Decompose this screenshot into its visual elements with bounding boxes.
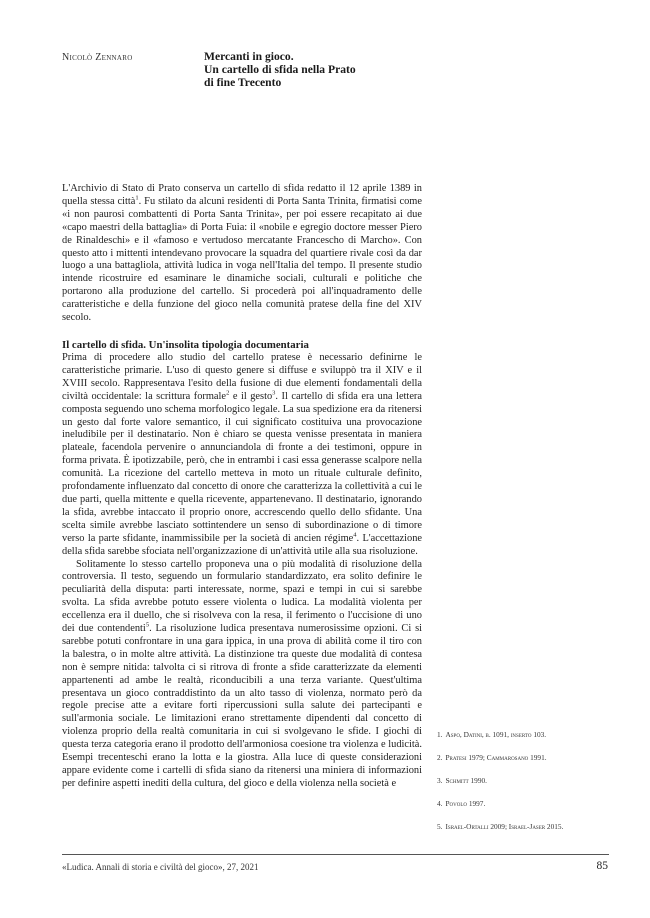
paragraph-text: Solitamente lo stesso cartello proponeva una o più modalità di risoluzione della controversia. Il testo, seguendo un formulario standardizzato, era solito definire le peculiarità della disputa: parti interessate, norme, spazi e tempi in cui si sarebbe svolta. La sfida avrebbe potuto essere violenta o ludica. La modalità violenta per eccellenza era il duello, che si risolveva con la resa, il ferimento o l'uccisione di uno dei due contendenti xyxy=(62,558,422,635)
intro-text-1: L'Archivio di Stato di Prato conserva un cartello di sfida redatto il 12 aprile 1389 in quella stessa città xyxy=(62,183,422,207)
footnote-3 xyxy=(437,776,487,785)
page-number: 85 xyxy=(596,860,608,872)
footnote-number: 5. xyxy=(437,822,443,831)
footnote-ref-4[interactable]: 4 xyxy=(353,531,357,539)
footnote-number: 3. xyxy=(437,776,443,785)
title-line-1: Mercanti in gioco. xyxy=(204,50,294,63)
section-paragraph-1 xyxy=(62,352,422,559)
paragraph-text: . La risoluzione ludica presentava numerosissime opzioni. Ci si sarebbe potuti confrontare in una gara ippica, in una prova di abilità come il tiro con la balestra, o in molte altre attività. La distinzione tra queste due modalità di contesa non è sempre nitida: talvolta ci si ritrova di fronte a sfide caratterizzate da elementi appartenenti ad ambe le realtà, riconducibili a una terza variante. Quest'ultima presentava un gioco contraddistinto da un alto tasso di violenza, normato però da regole precise atte a evitare forti ripercussioni sulla salute dei partecipanti e sull'armonia sociale. Le limitazioni erano strettamente dipendenti dal concetto di violenza proprio della realtà comunitaria in cui si svolgevano le sfide. I giochi di questa terza categoria erano il prodotto dell'armoniosa coesione tra violenza e ludicità. Esempi trecenteschi erano la lotta e la giostra. Alla luce di queste considerazioni appare evidente come i cartelli di sfida siano da ritenersi una miniera di informazioni per definire aspetti inediti della cultura, del gioco e della violenza nella società e xyxy=(62,623,422,789)
footnote-4 xyxy=(437,799,485,808)
footnote-1 xyxy=(437,730,546,739)
intro-text-2: . Fu stilato da alcuni residenti di Porta Santa Trinita, firmatisi come «i non paurosi combattenti di Porta Santa Trinita», per poi essere recapitato ai due «capo maestri della battaglia» di Porta Fuia: il «nobile e egregio doctore messer Piero de Rinaldeschi» e il «famoso e vertudoso mercatante Francescho di Marcho». Con questo atto i mittenti intendevano provocare la squadra del quartiere rivale così da dar luogo a una battagliola, attività ludica in voga nell'Italia del tempo. Il presente studio intende ricostruire ed esaminare le dinamiche sociali, culturali e politiche che portarono alla produzione del cartello. Si procederà poi all'inquadramento delle caratteristiche e della funzione del gioco nella comunità pratese della fine del XIV secolo. xyxy=(62,195,422,324)
footnote-ref-5[interactable]: 5 xyxy=(145,621,150,629)
article-title xyxy=(204,50,434,89)
footnote-number: 4. xyxy=(437,799,443,808)
title-line-2: Un cartello di sfida nella Prato xyxy=(204,63,356,76)
footnote-text: Aspo, Datini, b. 1091, inserto 103. xyxy=(445,730,547,739)
footnote-2 xyxy=(437,753,547,762)
footnote-ref-3[interactable]: 3 xyxy=(272,389,276,397)
paragraph-text: e il gesto xyxy=(229,390,273,402)
author-name: Nicolò Zennaro xyxy=(62,52,133,63)
section-paragraph-2 xyxy=(62,559,422,791)
footnote-text: Povolo 1997. xyxy=(445,799,486,808)
footnote-number: 1. xyxy=(437,730,443,739)
footnote-5 xyxy=(437,822,563,831)
section-body xyxy=(62,352,422,791)
footnote-text: Israel-Ortalli 2009; Israel-Jaser 2015. xyxy=(445,822,564,831)
footnote-number: 2. xyxy=(437,753,443,762)
footnote-text: Schmitt 1990. xyxy=(445,776,487,785)
footnote-ref-1[interactable]: 1 xyxy=(135,194,139,202)
footnote-text: Pratesi 1979; Cammarosano 1991. xyxy=(445,753,547,762)
title-line-3: di fine Trecento xyxy=(204,76,282,89)
paragraph-text: . Il cartello di sfida era una lettera composta seguendo uno schema morfologico legale. La sua spedizione era da ritenersi un gesto dal forte valore semantico, il cui significato costituiva una provocazione ineludibile per il destinatario. Non è chiaro se questa venisse presentata in maniera plateale, facendola pervenire o annunciandola di fronte a dei testimoni, oppure in forma privata. È ipotizzabile, però, che in entrambi i casi essa generasse scalpore nella comunità. La ricezione del cartello metteva in moto un rituale culturale definito, profondamente influenzato dal concetto di onore che caratterizza la collettività a cui le due parti, quella mittente e quella ricevente, appartenevano. Il destinatario, ignorando la sfida, avrebbe intaccato il proprio onore, accrescendo quello dello sfidante. Una scelta simile avrebbe lasciato sottintendere un senso di subordinazione o di timore verso la parte sfidante, inammissibile per la società di ancien régime xyxy=(62,390,423,544)
section-heading: Il cartello di sfida. Un'insolita tipologia documentaria xyxy=(62,339,309,351)
footer-rule xyxy=(62,854,609,855)
footnote-ref-2[interactable]: 2 xyxy=(226,389,230,397)
journal-citation: «Ludica. Annali di storia e civiltà del gioco», 27, 2021 xyxy=(62,862,259,872)
paragraph-text: Prima di procedere allo studio del cartello pratese è necessario definirne le caratteristiche primarie. L'uso di questo genere si diffuse e sviluppò tra il XIV e il XVIII secolo. Rappresentava l'esito della fusione di due elementi fondamentali della civiltà occidentale: la scrittura formale xyxy=(62,352,422,402)
paragraph-text: . L'accettazione della sfida sarebbe sfociata nell'organizzazione di un'attività utile alla sua risoluzione. xyxy=(62,532,423,557)
intro-paragraph xyxy=(62,183,422,325)
